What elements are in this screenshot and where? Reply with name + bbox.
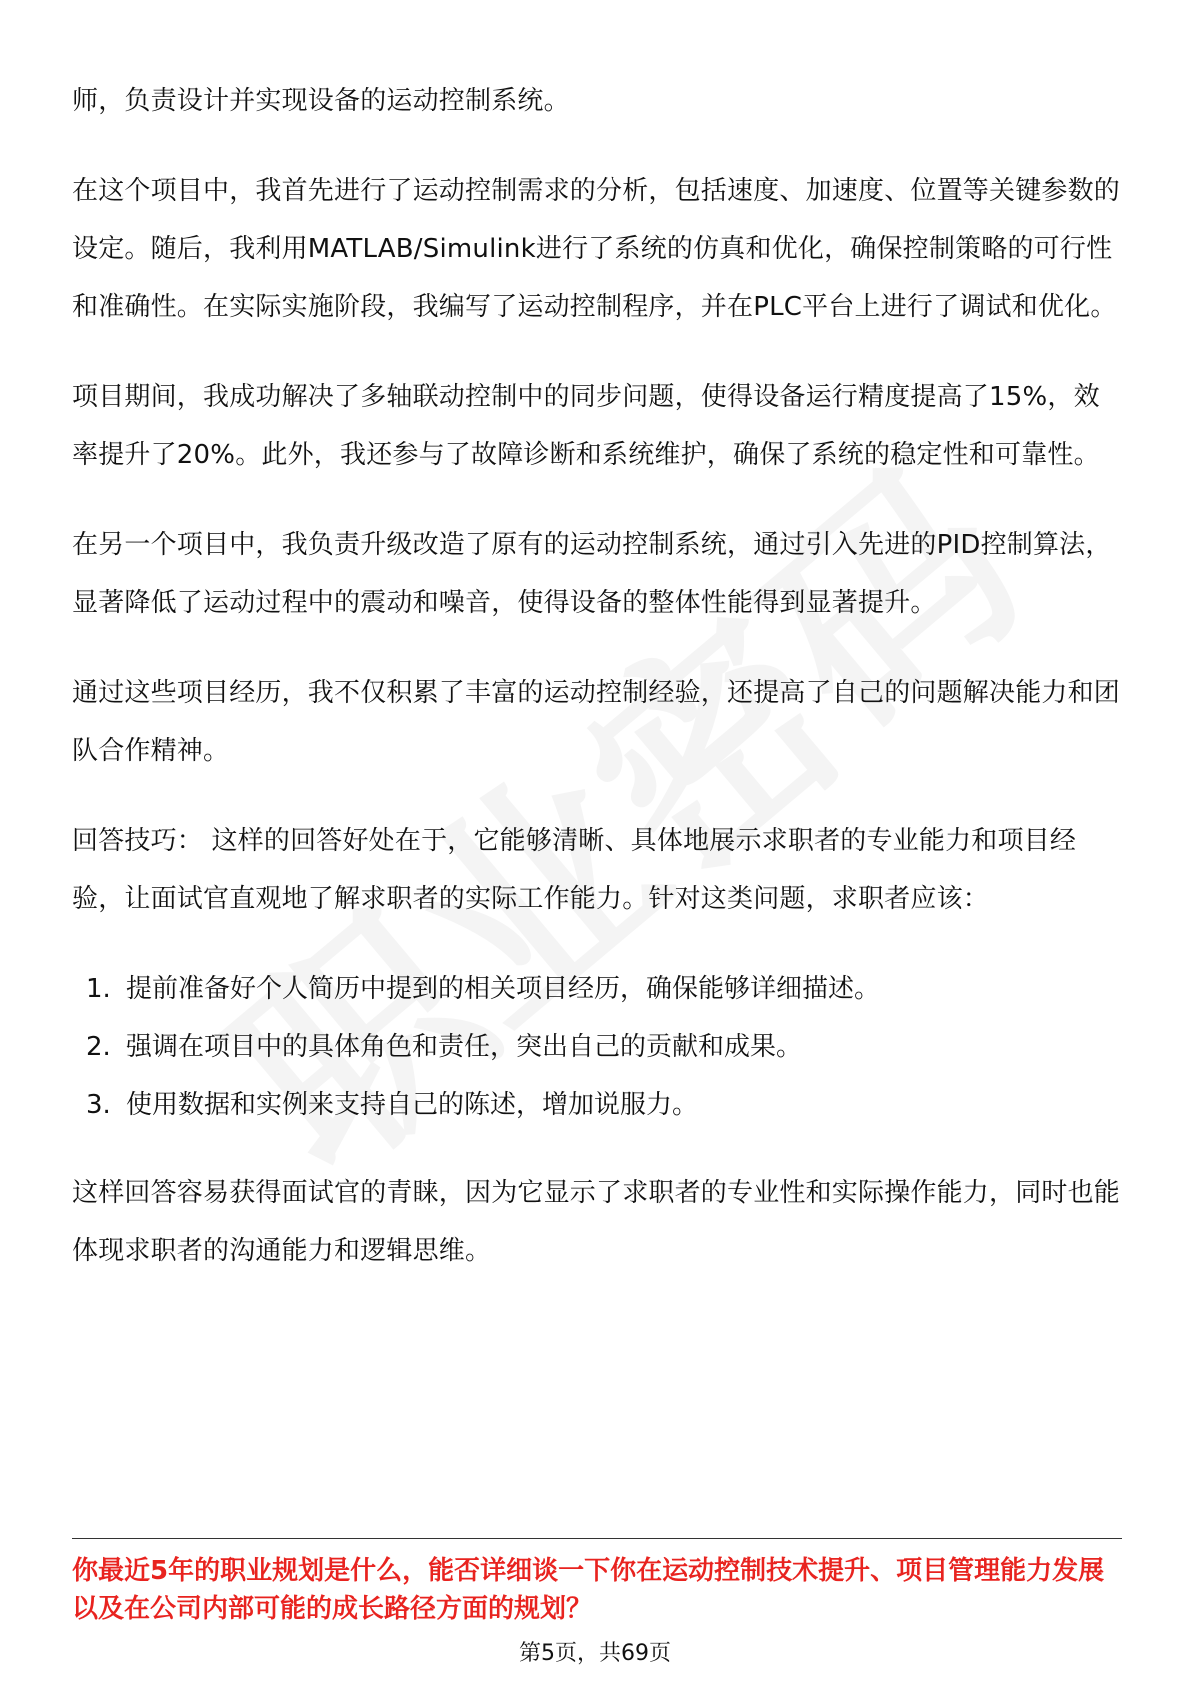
list-item-text: 提前准备好个人简历中提到的相关项目经历，确保能够详细描述。 — [126, 974, 881, 1004]
list-item-number: 1. — [86, 974, 111, 1004]
paragraph-another-project: 在另一个项目中，我负责升级改造了原有的运动控制系统，通过引入先进的PID控制算法，显著降低了运动过程中的震动和噪音，使得设备的整体性能得到显著提升。 — [72, 530, 1112, 618]
paragraph-closing: 这样回答容易获得面试官的青睐，因为它显示了求职者的专业性和实际操作能力，同时也能体现求职者的沟通能力和逻辑思维。 — [72, 1178, 1121, 1266]
page-number: 第5页，共69页 — [519, 1641, 671, 1666]
paragraph-project-results: 项目期间，我成功解决了多轴联动控制中的同步问题，使得设备运行精度提高了15%，效率提升了20%。此外，我还参与了故障诊断和系统维护，确保了系统的稳定性和可靠性。 — [72, 382, 1100, 470]
list-item — [72, 1018, 1122, 1076]
list-item-number: 3. — [86, 1090, 111, 1120]
answer-body — [72, 72, 1122, 1312]
list-item-text: 强调在项目中的具体角色和责任，突出自己的贡献和成果。 — [126, 1032, 803, 1062]
next-question-heading: 你最近5年的职业规划是什么，能否详细谈一下你在运动控制技术提升、项目管理能力发展以及在公司内部可能的成长路径方面的规划？ — [72, 1556, 1105, 1624]
section-divider — [72, 1538, 1122, 1539]
list-item — [72, 960, 1122, 1018]
paragraph-project-analysis: 在这个项目中，我首先进行了运动控制需求的分析，包括速度、加速度、位置等关键参数的设定。随后，我利用MATLAB/Simulink进行了系统的仿真和优化，确保控制策略的可行性和准确性。在实际实施阶段，我编写了运动控制程序，并在PLC平台上进行了调试和优化。 — [72, 176, 1121, 322]
paragraph-answer-tips: 回答技巧： 这样的回答好处在于，它能够清晰、具体地展示求职者的专业能力和项目经验，让面试官直观地了解求职者的实际工作能力。针对这类问题，求职者应该： — [72, 826, 1077, 914]
paragraph-intro: 师，负责设计并实现设备的运动控制系统。 — [72, 86, 570, 116]
tips-list — [72, 960, 1122, 1134]
list-item — [72, 1076, 1122, 1134]
list-item-number: 2. — [86, 1032, 111, 1062]
paragraph-summary: 通过这些项目经历，我不仅积累了丰富的运动控制经验，还提高了自己的问题解决能力和团队合作精神。 — [72, 678, 1121, 766]
list-item-text: 使用数据和实例来支持自己的陈述，增加说服力。 — [126, 1090, 699, 1120]
